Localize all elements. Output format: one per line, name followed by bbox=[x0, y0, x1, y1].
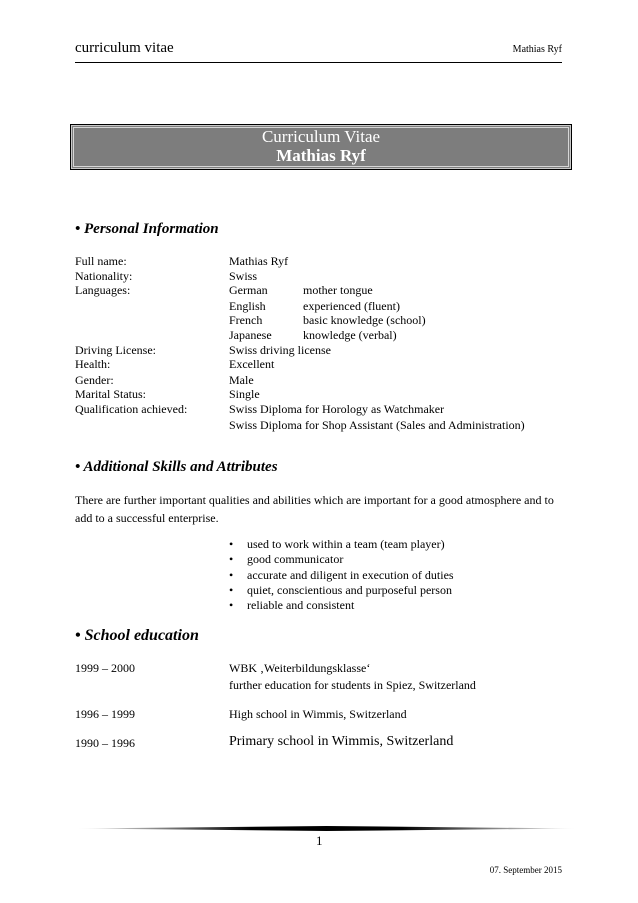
section-heading-personal: • Personal Information bbox=[75, 221, 219, 237]
label-marital-status: Marital Status: bbox=[75, 387, 146, 401]
value-nationality: Swiss bbox=[229, 269, 258, 283]
header-title: curriculum vitae bbox=[75, 40, 174, 56]
bullet-icon: • bbox=[229, 582, 234, 597]
education-years: 1990 – 1996 bbox=[75, 736, 135, 750]
education-detail: further education for students in Spiez, Switzerland bbox=[229, 678, 476, 692]
language-name: French bbox=[229, 313, 263, 327]
section-heading-education: • School education bbox=[75, 627, 199, 644]
language-level: experienced (fluent) bbox=[303, 299, 400, 313]
education-school: WBK ‚Weiterbildungsklasse‘ bbox=[229, 661, 371, 675]
title-banner bbox=[70, 124, 572, 170]
value-qualification: Swiss Diploma for Horology as Watchmaker bbox=[229, 402, 445, 416]
value-gender: Male bbox=[229, 373, 254, 387]
label-full-name: Full name: bbox=[75, 254, 127, 268]
section-heading-skills: • Additional Skills and Attributes bbox=[75, 459, 278, 475]
language-level: knowledge (verbal) bbox=[303, 328, 397, 342]
language-name: English bbox=[229, 299, 266, 313]
list-item: • good communicator bbox=[229, 552, 344, 567]
bullet-icon: • bbox=[229, 552, 234, 567]
education-years: 1996 – 1999 bbox=[75, 707, 135, 721]
skills-paragraph: There are further important qualities and abilities which are important for a good atmosphere and to add to a successful enterprise. bbox=[75, 493, 554, 525]
value-qualification-2: Swiss Diploma for Shop Assistant (Sales and Administration) bbox=[229, 418, 525, 432]
label-nationality: Nationality: bbox=[75, 269, 133, 283]
header-author: Mathias Ryf bbox=[512, 44, 562, 55]
value-marital-status: Single bbox=[229, 387, 260, 401]
list-item: • used to work within a team (team player) bbox=[229, 537, 445, 551]
person-name: Mathias Ryf bbox=[276, 146, 366, 165]
value-health: Excellent bbox=[229, 357, 275, 371]
label-qualification: Qualification achieved: bbox=[75, 402, 188, 416]
language-level: mother tongue bbox=[303, 283, 373, 297]
label-gender: Gender: bbox=[75, 373, 114, 387]
footer-date: 07. September 2015 bbox=[489, 865, 562, 875]
header-divider bbox=[75, 62, 562, 63]
skills-bullet-list bbox=[229, 537, 454, 613]
list-item: • accurate and diligent in execution of duties bbox=[229, 567, 454, 582]
bullet-icon: • bbox=[229, 598, 234, 613]
education-school: High school in Wimmis, Switzerland bbox=[229, 707, 407, 721]
label-driving-license: Driving License: bbox=[75, 343, 156, 357]
label-health: Health: bbox=[75, 357, 111, 371]
list-item: • reliable and consistent bbox=[229, 598, 355, 613]
value-driving-license: Swiss driving license bbox=[229, 343, 331, 357]
value-full-name: Mathias Ryf bbox=[229, 254, 289, 268]
bullet-icon: • bbox=[229, 567, 234, 582]
language-name: German bbox=[229, 283, 268, 297]
list-item: • quiet, conscientious and purposeful person bbox=[229, 582, 452, 597]
document-title: Curriculum Vitae bbox=[261, 127, 381, 146]
education-years: 1999 – 2000 bbox=[75, 661, 135, 675]
footer-divider bbox=[75, 826, 578, 831]
label-languages: Languages: bbox=[75, 283, 131, 297]
language-level: basic knowledge (school) bbox=[303, 313, 426, 327]
language-name: Japanese bbox=[229, 328, 272, 342]
bullet-icon: • bbox=[229, 537, 234, 551]
education-school: Primary school in Wimmis, Switzerland bbox=[229, 734, 454, 749]
page-number: 1 bbox=[316, 833, 323, 848]
